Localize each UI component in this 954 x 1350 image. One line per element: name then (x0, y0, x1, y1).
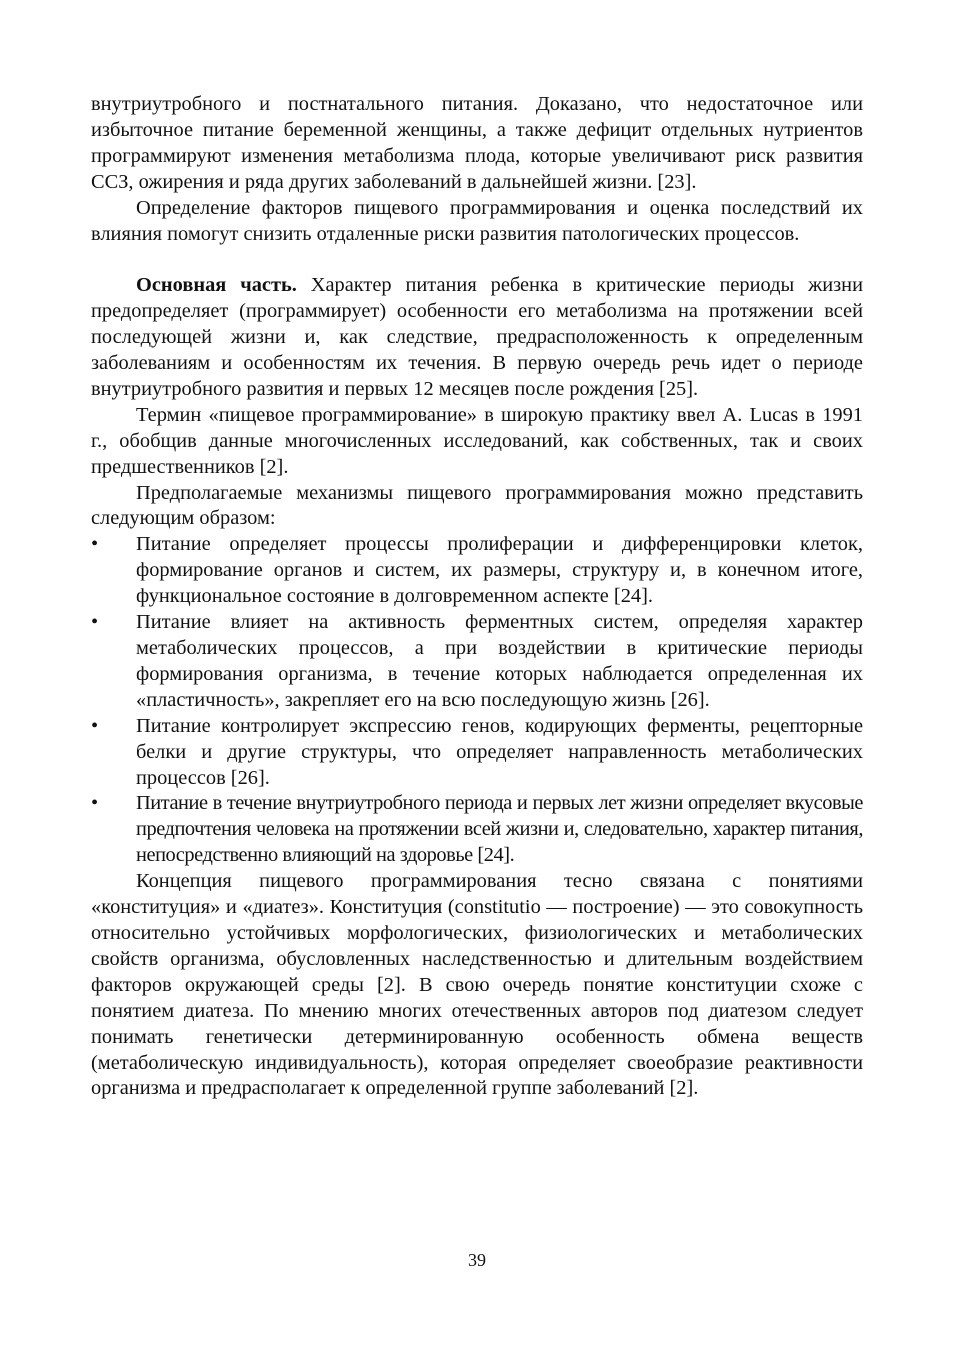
intro-paragraph-continued: внутриутробного и постнатального питания. Доказано, что недостаточное или избыточное питание беременной женщины, а также дефицит отдельных нутриентов программируют изменения метаболизма плода, которые увеличивают риск развития ССЗ, ожирения и ряда других заболеваний в дальнейшей жизни. [23]. (91, 93, 863, 193)
list-item-text: Питание определяет процессы пролиферации и дифференцировки клеток, формирование органов и систем, их размеры, структуру и, в конечном итоге, функциональное состояние в долговременном аспекте [24]. (136, 533, 863, 608)
list-item (91, 791, 863, 869)
list-item-text: Питание влияет на активность ферментных систем, определяя характер метаболических процессов, а при воздействии в критические периоды формирования организма, в течение которых наблюдается определенная их «пластичность», закрепляет его на всю последующую жизнь [26]. (136, 611, 863, 711)
mechanisms-intro-paragraph: Предполагаемые механизмы пищевого программирования можно представить следующим образом: (91, 481, 863, 530)
page-body (91, 92, 863, 1102)
list-item-text: Питание контролирует экспрессию генов, кодирующих ферменты, рецепторные белки и другие структуры, что определяет направленность метаболических процессов [26]. (136, 714, 863, 789)
bullet-marker: • (91, 533, 99, 556)
section-heading: Основная часть. (136, 274, 297, 297)
bullet-marker: • (91, 611, 99, 634)
list-item (91, 532, 863, 610)
page-number: 39 (468, 1250, 486, 1270)
list-item (91, 610, 863, 714)
bullet-marker: • (91, 714, 99, 737)
main-section-first-paragraph-text: Характер питания ребенка в критические периоды жизни предопределяет (программирует) особенности его метаболизма на протяжении всей последующей жизни и, как следствие, предрасположенность к определенным заболеваниям и особенностям их течения. В первую очередь речь идет о периоде внутриутробного развития и первых 12 месяцев после рождения [25]. (91, 274, 863, 400)
lucas-paragraph: Термин «пищевое программирование» в широкую практику ввел A. Lucas в 1991 г., обобщив данные многочисленных исследований, как собственных, так и своих предшественников [2]. (91, 403, 863, 478)
section-spacer (91, 247, 863, 273)
list-item-text: Питание в течение внутриутробного периода и первых лет жизни определяет вкусовые предпочтения человека на протяжении всей жизни и, следовательно, характер питания, непосредственно влияющий на здоровье [24]. (136, 792, 863, 867)
main-section-first-paragraph (91, 273, 863, 403)
constitution-paragraph: Концепция пищевого программирования тесно связана с понятиями «конституция» и «диатез». Конституция (constitutio — построение) — это совокупность относительно устойчивых морфологических, физиологических и метаболических свойств организма, обусловленных наследственностью и длительным воздействием факторов окружающей среды [2]. В свою очередь понятие конституции схоже с понятием диатеза. По мнению многих отечественных авторов под диатезом следует понимать генетически детерминированную особенность обмена веществ (метаболическую индивидуальность), которая определяет своеобразие реактивности организма и предрасполагает к определенной группе заболеваний [2]. (91, 870, 863, 1100)
mechanisms-list (91, 532, 863, 869)
list-item (91, 714, 863, 792)
bullet-marker: • (91, 792, 98, 815)
intro-paragraph-risks: Определение факторов пищевого программирования и оценка последствий их влияния помогут снизить отдаленные риски развития патологических процессов. (91, 196, 863, 245)
